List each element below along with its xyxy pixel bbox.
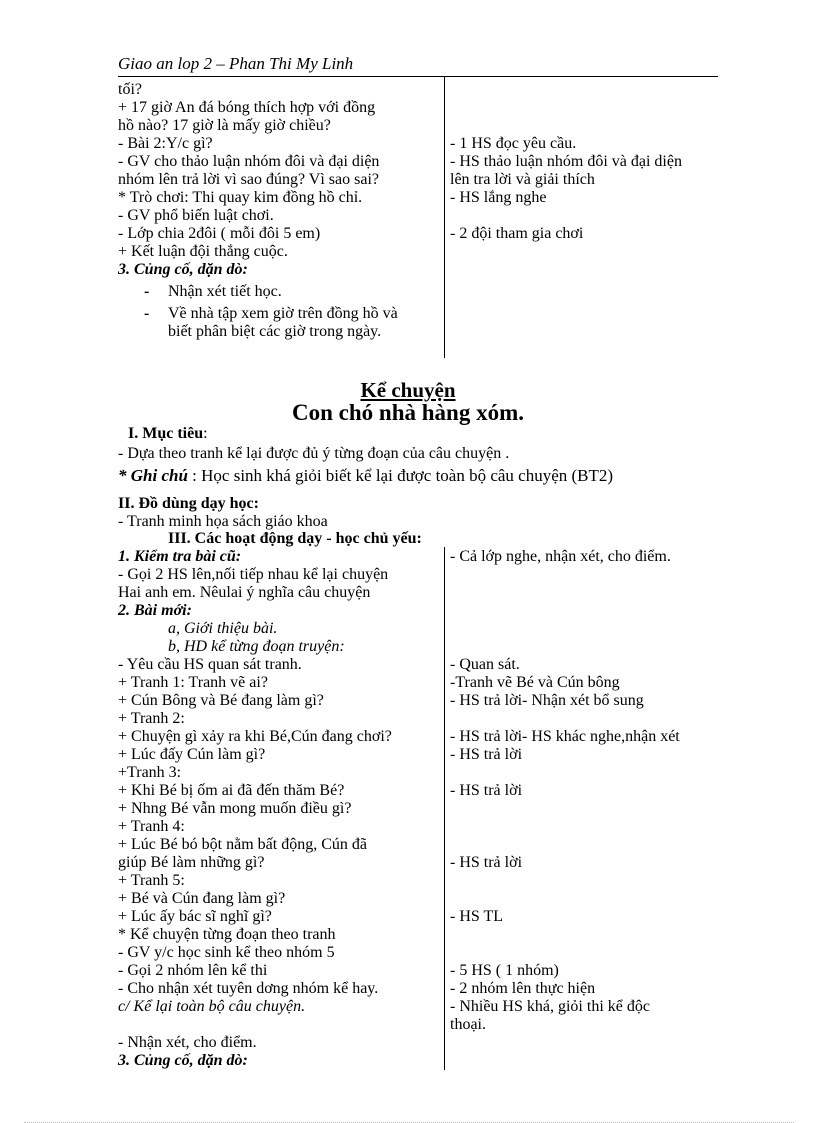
text-line bbox=[450, 584, 725, 602]
text-line: - Cho nhận xét tuyên dơng nhóm kể hay. bbox=[118, 980, 379, 997]
text-line: + Tranh 1: Tranh vẽ ai? bbox=[118, 674, 268, 691]
text-line bbox=[450, 836, 725, 854]
text-line: + Tranh 4: bbox=[118, 818, 185, 835]
text-line: + 17 giờ An đá bóng thích hợp với đồng bbox=[118, 99, 376, 116]
bullet-text: Về nhà tập xem giờ trên đồng hồ và bbox=[168, 305, 398, 322]
text-line: + Nhng Bé vẫn mong muốn điều gì? bbox=[118, 800, 352, 817]
note-line bbox=[118, 466, 613, 486]
materials-heading: II. Đồ dùng dạy học: bbox=[118, 495, 259, 512]
text-line: - HS trả lời- Nhận xét bổ sung bbox=[450, 692, 644, 709]
text-line: - 2 đội tham gia chơi bbox=[450, 225, 584, 242]
lesson-title: Con chó nhà hàng xóm. bbox=[292, 400, 524, 425]
text-line: - HS trả lời- HS khác nghe,nhận xét bbox=[450, 728, 680, 745]
text-line bbox=[450, 800, 725, 818]
text-line: - HS lắng nghe bbox=[450, 189, 547, 206]
text-line: 2. Bài mới: bbox=[118, 602, 192, 619]
bullet-text: Nhận xét tiết học. bbox=[168, 283, 282, 300]
text-line bbox=[450, 710, 725, 728]
text-line: a, Giới thiệu bài. bbox=[168, 620, 278, 637]
text-line: - Bài 2:Y/c gì? bbox=[118, 135, 213, 152]
text-line: 3. Củng cố, dặn dò: bbox=[118, 1052, 248, 1069]
text-line: - HS trả lời bbox=[450, 782, 523, 799]
table2-divider bbox=[444, 547, 445, 1070]
page-header: Giao an lop 2 – Phan Thi My Linh bbox=[118, 54, 354, 73]
text-line: nhóm lên trả lời vì sao đúng? Vì sao sai? bbox=[118, 171, 380, 188]
text-line: lên tra lời và giải thích bbox=[450, 171, 595, 188]
text-line: + Bé và Cún đang làm gì? bbox=[118, 890, 286, 907]
bullet-text: biết phân biệt các giờ trong ngày. bbox=[168, 323, 382, 340]
table2-left-column bbox=[118, 548, 444, 1070]
text-line: - HS trả lời bbox=[450, 746, 523, 763]
text-line: giúp Bé làm những gì? bbox=[118, 854, 265, 871]
note-text: : Học sinh khá giỏi biết kể lại được toàn bộ câu chuyện (BT2) bbox=[187, 466, 614, 485]
section-heading: 3. Củng cố, dặn dò: bbox=[118, 261, 248, 278]
text-line bbox=[450, 207, 725, 225]
table1-left-column bbox=[118, 81, 444, 341]
text-line: - Lớp chia 2đôi ( mỗi đôi 5 em) bbox=[118, 225, 321, 242]
text-line: * Trò chơi: Thi quay kim đồng hồ chỉ. bbox=[118, 189, 363, 206]
text-line bbox=[450, 638, 725, 656]
text-line bbox=[450, 890, 725, 908]
text-line: - 1 HS đọc yêu cầu. bbox=[450, 135, 577, 152]
text-line: + Tranh 5: bbox=[118, 872, 185, 889]
text-line: -Tranh vẽ Bé và Cún bông bbox=[450, 674, 620, 691]
text-line: - GV cho thảo luận nhóm đôi và đại diện bbox=[118, 153, 380, 170]
text-line bbox=[450, 818, 725, 836]
text-line: hồ nào? 17 giờ là mấy giờ chiều? bbox=[118, 117, 331, 134]
text-line: thoại. bbox=[450, 1016, 486, 1033]
table1-divider bbox=[444, 76, 445, 358]
text-line bbox=[450, 944, 725, 962]
text-line: - HS TL bbox=[450, 908, 504, 925]
text-line: + Lúc Bé bó bột nằm bất động, Cún đã bbox=[118, 836, 367, 853]
table2-right-column bbox=[450, 548, 725, 1034]
text-line: + Lúc đấy Cún làm gì? bbox=[118, 746, 266, 763]
materials-text: - Tranh minh họa sách giáo khoa bbox=[118, 513, 328, 530]
text-line bbox=[118, 1016, 444, 1034]
text-line: Hai anh em. Nêulai ý nghĩa câu chuyện bbox=[118, 584, 371, 601]
text-line: - 5 HS ( 1 nhóm) bbox=[450, 962, 559, 979]
text-line: tối? bbox=[118, 81, 142, 98]
note-label: * Ghi chú bbox=[118, 466, 188, 485]
text-line: + Tranh 2: bbox=[118, 710, 185, 727]
activities-heading: III. Các hoạt động dạy - học chủ yếu: bbox=[168, 530, 422, 547]
text-line bbox=[450, 872, 725, 890]
text-line: + Kết luận đội thắng cuộc. bbox=[118, 243, 288, 260]
lesson-subject: Kể chuyện bbox=[360, 378, 456, 402]
text-line: - Gọi 2 nhóm lên kể thi bbox=[118, 962, 268, 979]
text-line: + Chuyện gì xảy ra khi Bé,Cún đang chơi? bbox=[118, 728, 392, 745]
text-line: - Cả lớp nghe, nhận xét, cho điểm. bbox=[450, 548, 671, 565]
objective-text: - Dựa theo tranh kể lại được đủ ý từng đoạn của câu chuyện . bbox=[118, 445, 510, 462]
text-line: c/ Kể lại toàn bộ câu chuyện. bbox=[118, 998, 306, 1015]
text-line bbox=[450, 620, 725, 638]
text-line: - 2 nhóm lên thực hiện bbox=[450, 980, 596, 997]
text-line: + Khi Bé bị ốm ai đã đến thăm Bé? bbox=[118, 782, 345, 799]
text-line: - Nhận xét, cho điểm. bbox=[118, 1034, 257, 1051]
text-line: * Kể chuyện từng đoạn theo tranh bbox=[118, 926, 336, 943]
bullet-marker: - bbox=[144, 305, 150, 322]
objectives-heading: I. Mục tiêu: bbox=[128, 425, 208, 442]
text-line bbox=[450, 566, 725, 584]
text-line: +Tranh 3: bbox=[118, 764, 182, 781]
text-line bbox=[450, 764, 725, 782]
text-line bbox=[450, 602, 725, 620]
text-line: 1. Kiểm tra bài cũ: bbox=[118, 548, 242, 565]
text-line: - GV y/c học sinh kể theo nhóm 5 bbox=[118, 944, 335, 961]
table1-right-column bbox=[450, 135, 725, 243]
text-line: - Yêu cầu HS quan sát tranh. bbox=[118, 656, 302, 673]
text-line: b, HD kể từng đoạn truyện: bbox=[168, 638, 345, 655]
header-rule bbox=[118, 76, 718, 77]
text-line: + Cún Bông và Bé đang làm gì? bbox=[118, 692, 324, 709]
text-line: + Lúc ấy bác sĩ nghĩ gì? bbox=[118, 908, 272, 925]
text-line bbox=[450, 926, 725, 944]
text-line: - GV phổ biến luật chơi. bbox=[118, 207, 274, 224]
bullet-item bbox=[144, 283, 444, 301]
text-line: - Nhiều HS khá, giỏi thi kể độc bbox=[450, 998, 650, 1015]
text-line: - HS thảo luận nhóm đôi và đại diện bbox=[450, 153, 682, 170]
bullet-marker: - bbox=[144, 283, 150, 300]
bullet-item bbox=[144, 305, 444, 341]
text-line: - Gọi 2 HS lên,nối tiếp nhau kể lại chuyện bbox=[118, 566, 389, 583]
text-line: - Quan sát. bbox=[450, 656, 520, 673]
closing-bullets bbox=[144, 283, 444, 341]
text-line: - HS trả lời bbox=[450, 854, 523, 871]
